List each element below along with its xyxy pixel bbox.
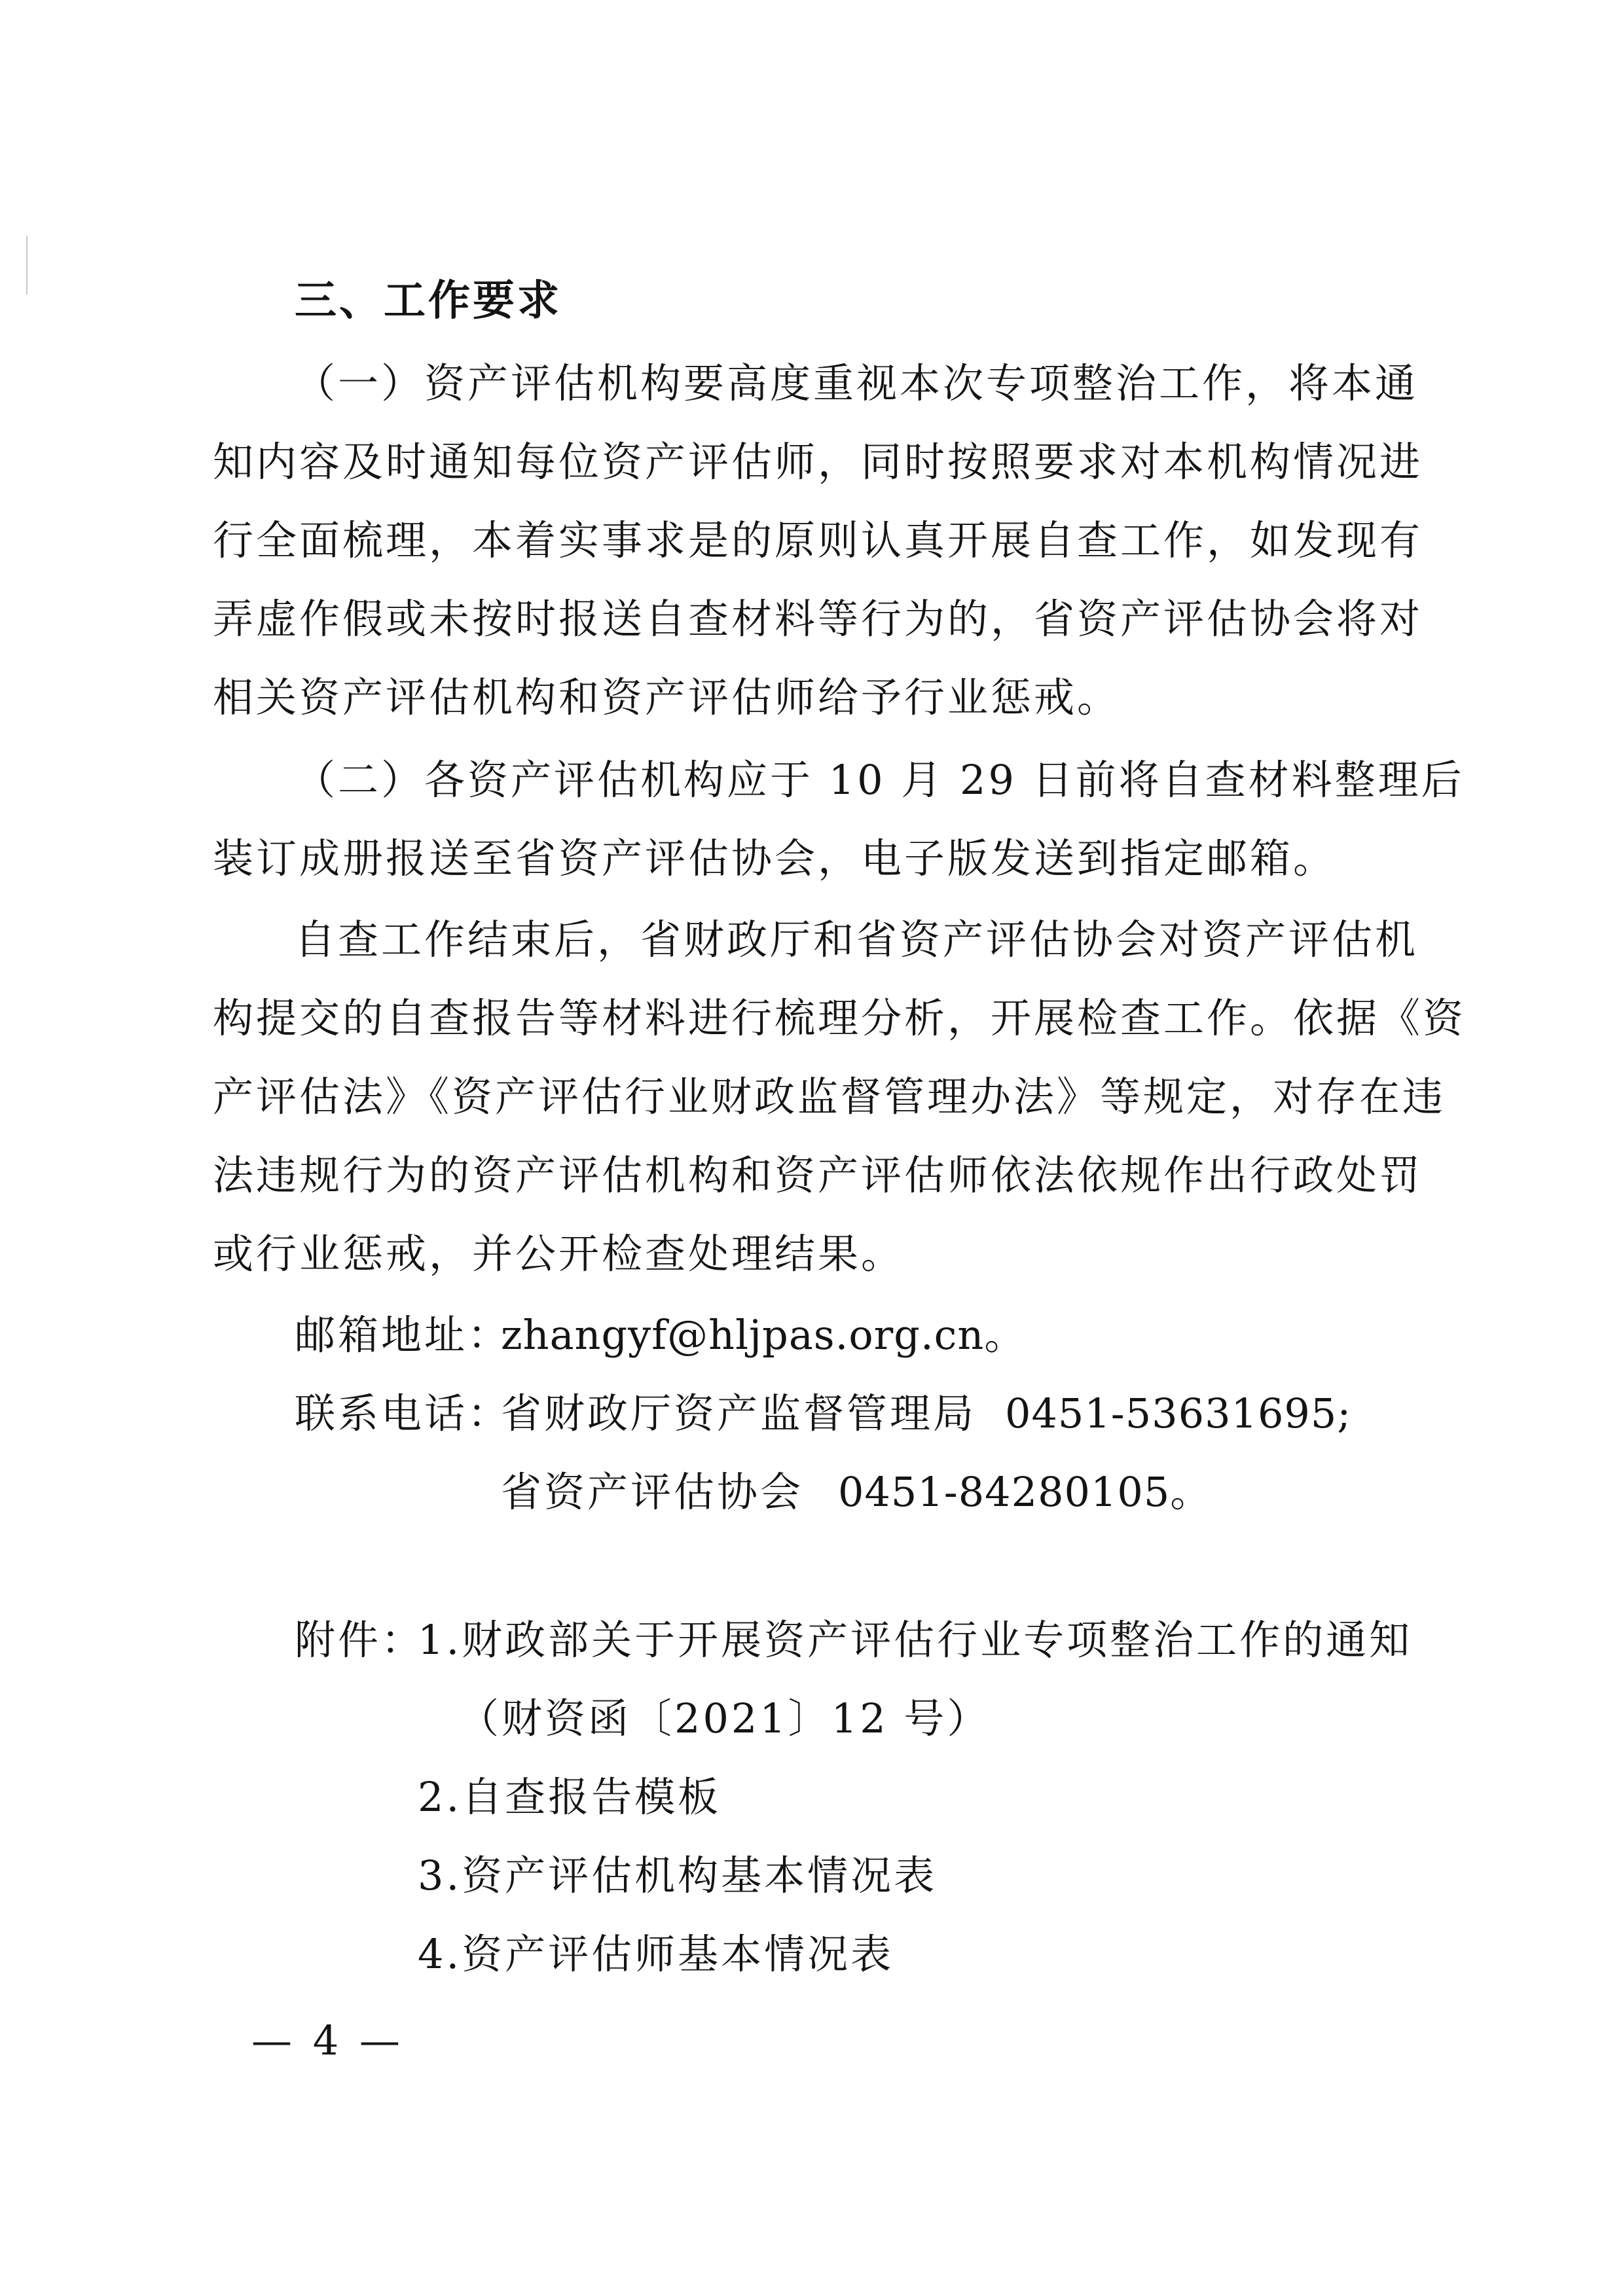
para1-line-5: 相关资产评估机构和资产评估师给予行业惩戒。: [213, 673, 1121, 721]
para1-line-2: 知内容及时通知每位资产评估师，同时按照要求对本机构情况进: [213, 438, 1423, 486]
para3-line-2: 构提交的自查报告等材料进行梳理分析，开展检查工作。依据《资: [213, 994, 1467, 1042]
para1-line-1: （一）资产评估机构要高度重视本次专项整治工作，将本通: [295, 359, 1419, 407]
para2-line-1: （二）各资产评估机构应于 10 月 29 日前将自查材料整理后: [295, 756, 1465, 804]
email-label: 邮箱地址：: [295, 1311, 511, 1359]
phone-label: 联系电话：: [295, 1390, 511, 1437]
para1-line-3: 行全面梳理，本着实事求是的原则认真开展自查工作，如发现有: [213, 516, 1423, 564]
attachment-item-1-ref: （财资函〔2021〕12 号）: [458, 1695, 991, 1742]
attachments-label: 附件：: [295, 1616, 425, 1664]
section-heading: 三、工作要求: [295, 277, 562, 325]
attachment-item-2: 2.自查报告模板: [418, 1773, 721, 1821]
phone2-org: 省资产评估协会: [501, 1468, 804, 1516]
para3-line-3: 产评估法》《资产评估行业财政监督管理办法》等规定，对存在违: [213, 1073, 1446, 1121]
attachment-item-4: 4.资产评估师基本情况表: [418, 1930, 894, 1978]
scan-edge-mark: [26, 236, 27, 295]
para3-line-1: 自查工作结束后，省财政厅和省资产评估协会对资产评估机: [295, 916, 1419, 963]
para2-line-2: 装订成册报送至省资产评估协会，电子版发送到指定邮箱。: [213, 834, 1337, 882]
email-address: zhangyf@hljpas.org.cn。: [501, 1311, 1026, 1359]
para3-line-4: 法违规行为的资产评估机构和资产评估师依法依规作出行政处罚: [213, 1151, 1423, 1199]
para3-line-5: 或行业惩戒，并公开检查处理结果。: [213, 1230, 905, 1278]
phone1-number: 0451-53631695;: [1005, 1390, 1352, 1437]
attachment-item-3: 3.资产评估机构基本情况表: [418, 1852, 938, 1899]
page-number: — 4 —: [251, 2017, 404, 2064]
attachment-item-1: 1.财政部关于开展资产评估行业专项整治工作的通知: [418, 1616, 1413, 1664]
para1-line-4: 弄虚作假或未按时报送自查材料等行为的，省资产评估协会将对: [213, 595, 1423, 643]
phone2-number: 0451-84280105。: [838, 1468, 1212, 1516]
phone1-org: 省财政厅资产监督管理局: [501, 1390, 977, 1437]
